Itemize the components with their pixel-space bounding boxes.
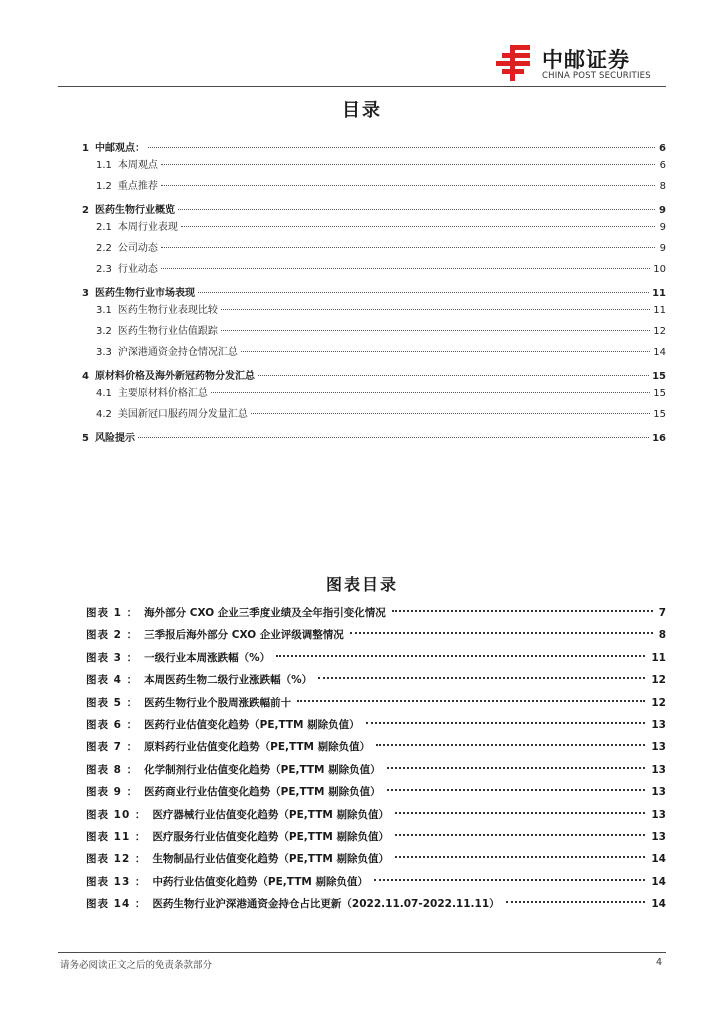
figure-entry-page: 14 [651, 875, 666, 888]
toc-entry-text: 中邮观点： [94, 143, 145, 154]
toc-entry-text: 原材料价格及海外新冠药物分发汇总 [94, 371, 255, 382]
figure-entry[interactable] [86, 647, 666, 669]
toc-entry-text: 本周行业表现 [117, 222, 178, 233]
figure-entry[interactable] [86, 692, 666, 714]
toc-entry-page: 12 [653, 326, 666, 337]
toc-entry[interactable] [82, 239, 666, 254]
figure-entry-text: 医药生物行业个股周涨跌幅前十 [144, 696, 292, 709]
toc-entry-page: 15 [653, 388, 666, 399]
figure-list-title: 图表目录 [325, 575, 398, 594]
figure-entry-page: 12 [651, 696, 666, 709]
toc-entry[interactable] [82, 177, 666, 192]
figure-entry-text: 医药行业估值变化趋势（PE,TTM 剔除负值） [144, 718, 360, 731]
toc-entry-number: 4.2 [96, 409, 112, 420]
footer-divider [58, 952, 666, 953]
figure-entry[interactable] [86, 893, 666, 915]
figure-entry-page: 11 [651, 651, 666, 664]
toc-entry-number: 3 [82, 288, 89, 299]
figure-entry-label: 图表 4 ： [86, 674, 139, 687]
figure-entry-page: 13 [651, 718, 666, 731]
dot-leader [318, 677, 645, 679]
figure-entry[interactable] [86, 736, 666, 758]
dot-leader [241, 351, 650, 352]
figure-entry-label: 图表 2 ： [86, 629, 139, 642]
header-divider [58, 86, 666, 87]
figure-entry-label: 图表 14 ： [86, 898, 147, 911]
figure-entry-page: 13 [651, 741, 666, 754]
toc-entry-text: 风险提示 [94, 433, 135, 444]
toc-entry[interactable] [82, 405, 666, 420]
figure-entry-text: 原料药行业估值变化趋势（PE,TTM 剔除负值） [144, 741, 371, 754]
figure-entry-text: 医药生物行业沪深港通资金持仓占比更新（2022.11.07-2022.11.11） [152, 898, 500, 911]
toc-entry-number: 2 [82, 205, 89, 216]
figure-entry[interactable] [86, 871, 666, 893]
figure-entry-page: 13 [651, 786, 666, 799]
figure-entry-text: 海外部分 CXO 企业三季度业绩及全年指引变化情况 [144, 607, 386, 619]
toc-entry[interactable] [82, 367, 666, 382]
dot-leader [395, 856, 645, 858]
toc-entry-text: 医药生物行业估值跟踪 [117, 326, 218, 337]
dot-leader [374, 879, 645, 881]
toc-entry-number: 4 [82, 371, 89, 382]
figure-entry-text: 化学制剂行业估值变化趋势（PE,TTM 剔除负值） [144, 763, 381, 776]
dot-leader [258, 375, 649, 376]
toc-entry[interactable] [82, 139, 666, 154]
figure-entry-label: 图表 10 ： [86, 808, 147, 821]
toc-entry[interactable] [82, 322, 666, 337]
figure-entry-label: 图表 13 ： [86, 875, 147, 888]
toc-entry-text: 医药生物行业市场表现 [94, 288, 195, 299]
toc-entry-number: 3.1 [96, 305, 112, 316]
figure-entry-page: 7 [658, 607, 666, 619]
toc-title: 目录 [342, 100, 382, 121]
figure-entry[interactable] [86, 669, 666, 691]
toc-entry-page: 16 [652, 433, 666, 444]
toc-entry-text: 本周观点 [117, 160, 158, 171]
toc-entry-page: 6 [659, 143, 666, 154]
brand-name-cn: 中邮证券 [542, 48, 630, 72]
toc-entry-text: 主要原材料价格汇总 [117, 388, 208, 399]
toc-entry[interactable] [82, 201, 666, 216]
dot-leader [221, 309, 650, 310]
dot-leader [251, 413, 650, 414]
dot-leader [387, 789, 646, 791]
page-number: 4 [655, 957, 662, 968]
toc-entry[interactable] [82, 284, 666, 299]
dot-leader [198, 292, 649, 293]
figure-entry-text: 本周医药生物二级行业涨跌幅（%） [144, 674, 313, 687]
china-post-logo-icon [496, 44, 536, 82]
figure-entry-label: 图表 3 ： [86, 651, 139, 664]
brand-name-en: CHINA POST SECURITIES [542, 71, 651, 81]
figure-entry-label: 图表 1 ： [86, 607, 139, 619]
dot-leader [148, 147, 655, 148]
toc-entry-page: 9 [659, 222, 666, 233]
figure-list [86, 602, 666, 915]
dot-leader [161, 247, 655, 248]
figure-entry-label: 图表 6 ： [86, 718, 139, 731]
toc-entry-number: 2.1 [96, 222, 112, 233]
dot-leader [506, 901, 646, 903]
dot-leader [376, 744, 645, 746]
figure-entry[interactable] [86, 804, 666, 826]
toc-entry-number: 1.2 [96, 181, 112, 192]
toc-entry-text: 美国新冠口服药周分发量汇总 [117, 409, 248, 420]
figure-entry-page: 14 [651, 898, 666, 911]
figure-entry-text: 医药商业行业估值变化趋势（PE,TTM 剔除负值） [144, 786, 381, 799]
toc-entry-number: 2.2 [96, 243, 112, 254]
figure-entry-text: 医疗器械行业估值变化趋势（PE,TTM 剔除负值） [152, 808, 389, 821]
figure-entry[interactable] [86, 781, 666, 803]
figure-entry-label: 图表 7 ： [86, 741, 139, 754]
dot-leader [276, 655, 645, 657]
figure-entry-page: 12 [651, 674, 666, 687]
brand-logo [496, 44, 666, 86]
toc-entry-number: 3.2 [96, 326, 112, 337]
toc-entry-number: 1.1 [96, 160, 112, 171]
toc-entry-page: 11 [653, 305, 666, 316]
figure-entry[interactable] [86, 826, 666, 848]
page-header [58, 38, 666, 88]
dot-leader [395, 834, 645, 836]
figure-entry[interactable] [86, 624, 666, 646]
figure-entry-page: 13 [651, 830, 666, 843]
footer-disclaimer: 请务必阅读正文之后的免责条款部分 [60, 960, 213, 971]
dot-leader [161, 268, 650, 269]
figure-entry-page: 13 [651, 808, 666, 821]
toc-entry-text: 行业动态 [117, 264, 158, 275]
toc-entry-page: 9 [659, 205, 666, 216]
toc-entry-text: 重点推荐 [117, 181, 158, 192]
figure-entry-text: 中药行业估值变化趋势（PE,TTM 剔除负值） [152, 875, 368, 888]
toc-entry[interactable] [82, 301, 666, 316]
figure-entry-label: 图表 8 ： [86, 763, 139, 776]
figure-entry-label: 图表 9 ： [86, 786, 139, 799]
figure-entry[interactable] [86, 714, 666, 736]
dot-leader [178, 209, 655, 210]
figure-entry[interactable] [86, 602, 666, 624]
toc-entry-number: 3.3 [96, 347, 112, 358]
toc-entry[interactable] [82, 343, 666, 358]
figure-entry[interactable] [86, 848, 666, 870]
toc-entry-page: 11 [652, 288, 666, 299]
toc-entry-page: 8 [659, 181, 666, 192]
figure-entry-label: 图表 12 ： [86, 853, 147, 866]
toc-entry-number: 1 [82, 143, 89, 154]
figure-entry-page: 13 [651, 763, 666, 776]
toc-entry-page: 9 [659, 243, 666, 254]
dot-leader [350, 632, 653, 634]
dot-leader [387, 767, 646, 769]
toc-entry[interactable] [82, 156, 666, 171]
toc-entry-text: 医药生物行业表现比较 [117, 305, 218, 316]
toc-entry[interactable] [82, 218, 666, 233]
toc-entry[interactable] [82, 429, 666, 444]
figure-entry-label: 图表 11 ： [86, 830, 147, 843]
dot-leader [181, 226, 655, 227]
figure-entry-text: 医疗服务行业估值变化趋势（PE,TTM 剔除负值） [152, 830, 389, 843]
toc-entry-number: 5 [82, 433, 89, 444]
toc-entry-text: 医药生物行业概览 [94, 205, 175, 216]
toc-entry-page: 15 [653, 409, 666, 420]
dot-leader [211, 392, 650, 393]
toc-entry-page: 10 [653, 264, 666, 275]
dot-leader [395, 812, 645, 814]
figure-entry-text: 一级行业本周涨跌幅（%） [144, 651, 271, 664]
dot-leader [297, 700, 645, 702]
toc-entry-page: 15 [652, 371, 666, 382]
figure-entry-page: 8 [658, 629, 666, 642]
dot-leader [366, 722, 646, 724]
toc-entry-number: 4.1 [96, 388, 112, 399]
toc-entry-number: 2.3 [96, 264, 112, 275]
dot-leader [138, 437, 649, 438]
figure-entry-label: 图表 5 ： [86, 696, 139, 709]
figure-entry[interactable] [86, 759, 666, 781]
dot-leader [221, 330, 650, 331]
toc-entry-text: 公司动态 [117, 243, 158, 254]
dot-leader [392, 610, 653, 612]
dot-leader [161, 185, 655, 186]
toc-entry[interactable] [82, 384, 666, 399]
toc-entry-page: 14 [653, 347, 666, 358]
toc-entry-page: 6 [659, 160, 666, 171]
toc-entry[interactable] [82, 260, 666, 275]
figure-entry-page: 14 [651, 853, 666, 866]
figure-entry-text: 生物制品行业估值变化趋势（PE,TTM 剔除负值） [152, 853, 389, 866]
figure-entry-text: 三季报后海外部分 CXO 企业评级调整情况 [144, 629, 344, 642]
dot-leader [161, 164, 655, 165]
toc-entry-text: 沪深港通资金持仓情况汇总 [117, 347, 238, 358]
